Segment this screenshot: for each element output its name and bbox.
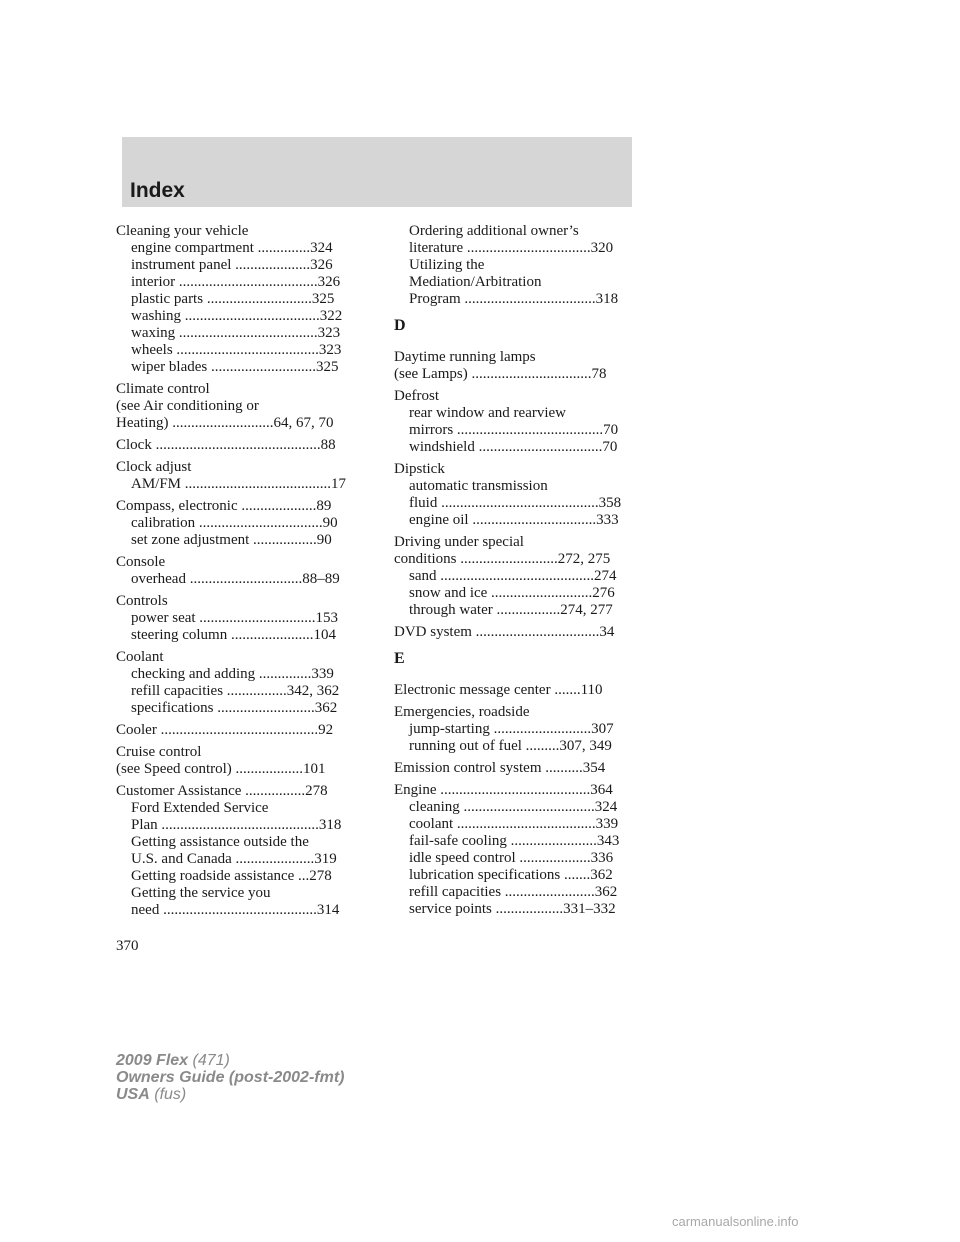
- index-entry: [394, 782, 632, 918]
- index-column-left: [116, 223, 364, 924]
- index-subentry-line: Getting the service you: [131, 885, 271, 901]
- watermark-text: carmanualsonline.info: [672, 1214, 799, 1229]
- index-entry: [394, 388, 632, 456]
- index-subentry-line: Ford Extended Service: [131, 800, 269, 816]
- index-entry-line: Customer Assistance ................278: [116, 783, 328, 799]
- index-entry-line: Controls: [116, 593, 168, 609]
- index-entry-line: Console: [116, 554, 166, 570]
- index-subentry-line: through water .................274, 277: [409, 602, 613, 618]
- index-entry-line: Climate control: [116, 381, 210, 397]
- index-entry-line: Heating) ...........................64, 67, 70: [116, 415, 334, 431]
- index-entry: [394, 461, 632, 529]
- index-subentry-line: checking and adding ..............339: [131, 666, 334, 682]
- index-subentry-line: jump-starting ..........................307: [409, 721, 614, 737]
- index-entry: [116, 593, 364, 644]
- index-entry: [394, 534, 632, 619]
- index-subentry-line: U.S. and Canada .....................319: [131, 851, 337, 867]
- index-entry-line: conditions ..........................272, 275: [394, 551, 611, 567]
- index-entry-line: Engine ........................................364: [394, 782, 613, 798]
- index-subentry-line: mirrors .......................................70: [409, 422, 619, 438]
- index-subentry-line: fail-safe cooling .......................343: [409, 833, 620, 849]
- index-subentry-line: refill capacities ................342, 362: [131, 683, 340, 699]
- footer-line-3: [116, 1086, 344, 1103]
- index-subentry-line: need .........................................314: [131, 902, 340, 918]
- index-entry: [394, 223, 632, 308]
- index-subentry-line: automatic transmission: [409, 478, 548, 494]
- index-entry: [116, 223, 364, 376]
- footer-line-2: [116, 1069, 344, 1086]
- index-subentry-line: AM/FM .......................................17: [131, 476, 347, 492]
- index-entry-line: DVD system .................................34: [394, 624, 615, 640]
- index-entry: [394, 704, 632, 755]
- footer-line-1: [116, 1052, 344, 1069]
- index-subentry-line: plastic parts ............................325: [131, 291, 335, 307]
- index-subentry-line: Program ...................................318: [409, 291, 619, 307]
- index-subentry-line: refill capacities ........................362: [409, 884, 618, 900]
- index-entry-line: (see Air conditioning or: [116, 398, 259, 414]
- index-subentry-line: set zone adjustment .................90: [131, 532, 332, 548]
- index-entry: [394, 349, 632, 383]
- index-subentry-line: wiper blades ............................325: [131, 359, 339, 375]
- index-subentry-line: Getting roadside assistance ...278: [131, 868, 332, 884]
- index-subentry-line: rear window and rearview: [409, 405, 567, 421]
- index-entry-line: Compass, electronic ....................89: [116, 498, 332, 514]
- index-entry-line: (see Lamps) ................................78: [394, 366, 607, 382]
- index-subentry-line: power seat ...............................153: [131, 610, 339, 626]
- index-entry-line: Dipstick: [394, 461, 445, 477]
- index-subentry-line: engine compartment ..............324: [131, 240, 333, 256]
- index-entry: [116, 722, 364, 739]
- index-subentry-line: sand .........................................274: [409, 568, 617, 584]
- index-entry-line: Clock ............................................88: [116, 437, 336, 453]
- index-subentry-line: Mediation/Arbitration: [409, 274, 542, 290]
- index-entry-line: Emission control system ..........354: [394, 760, 606, 776]
- index-entry-line: Electronic message center .......110: [394, 682, 603, 698]
- index-letter-heading: E: [394, 650, 405, 667]
- index-entry-line: Clock adjust: [116, 459, 192, 475]
- index-entry-line: Driving under special: [394, 534, 524, 550]
- index-subentry-line: washing ....................................322: [131, 308, 343, 324]
- index-entry: [116, 554, 364, 588]
- index-entry-line: Emergencies, roadside: [394, 704, 530, 720]
- index-entry: [116, 381, 364, 432]
- index-subentry-line: Ordering additional owner’s: [409, 223, 579, 239]
- index-subentry-line: idle speed control ...................336: [409, 850, 614, 866]
- index-entry: [394, 760, 632, 777]
- index-entry-line: Daytime running lamps: [394, 349, 536, 365]
- footer-model: 2009 Flex: [116, 1052, 189, 1069]
- index-entry-line: Coolant: [116, 649, 164, 665]
- page-number: 370: [116, 938, 139, 954]
- index-entry-line: Cruise control: [116, 744, 202, 760]
- index-subentry-line: Utilizing the: [409, 257, 485, 273]
- index-entry-line: Cleaning your vehicle: [116, 223, 249, 239]
- index-subentry-line: literature .................................320: [409, 240, 614, 256]
- section-title: Index: [130, 179, 185, 202]
- index-subentry-line: Getting assistance outside the: [131, 834, 309, 850]
- index-subentry-line: snow and ice ...........................276: [409, 585, 615, 601]
- index-subentry-line: fluid ..........................................358: [409, 495, 622, 511]
- index-subentry-line: engine oil .................................333: [409, 512, 619, 528]
- index-subentry-line: steering column ......................104: [131, 627, 336, 643]
- index-entry: [116, 649, 364, 717]
- index-subentry-line: specifications ..........................362: [131, 700, 338, 716]
- index-subentry-line: windshield .................................70: [409, 439, 618, 455]
- document-footer: [116, 1052, 344, 1103]
- index-subentry-line: calibration .................................90: [131, 515, 338, 531]
- index-column-right: [394, 223, 632, 923]
- footer-market-code: (fus): [154, 1086, 187, 1103]
- footer-guide-name: Owners Guide (post-2002-fmt): [116, 1069, 345, 1086]
- index-subentry-line: cleaning ...................................324: [409, 799, 618, 815]
- footer-market: USA: [116, 1086, 150, 1103]
- index-entry: [116, 744, 364, 778]
- index-entry: [116, 459, 364, 493]
- footer-model-code: (471): [192, 1052, 230, 1069]
- index-subentry-line: lubrication specifications .......362: [409, 867, 613, 883]
- index-subentry-line: interior .....................................326: [131, 274, 341, 290]
- index-subentry-line: overhead ..............................88–89: [131, 571, 340, 587]
- index-subentry-line: running out of fuel .........307, 349: [409, 738, 612, 754]
- index-subentry-line: wheels ......................................323: [131, 342, 342, 358]
- section-header-bar: [122, 137, 632, 207]
- index-entry-line: (see Speed control) ..................101: [116, 761, 326, 777]
- index-subentry-line: waxing .....................................323: [131, 325, 341, 341]
- index-subentry-line: service points ..................331–332: [409, 901, 616, 917]
- index-entry: [116, 498, 364, 549]
- index-entry: [116, 437, 364, 454]
- index-subentry-line: instrument panel ....................326: [131, 257, 333, 273]
- index-entry-line: Defrost: [394, 388, 439, 404]
- index-entry: [116, 783, 364, 919]
- index-entry: [394, 624, 632, 641]
- index-entry-line: Cooler ..........................................92: [116, 722, 334, 738]
- index-entry: [394, 682, 632, 699]
- index-subentry-line: coolant .....................................339: [409, 816, 619, 832]
- index-subentry-line: Plan ..........................................318: [131, 817, 342, 833]
- index-letter-heading: D: [394, 317, 406, 334]
